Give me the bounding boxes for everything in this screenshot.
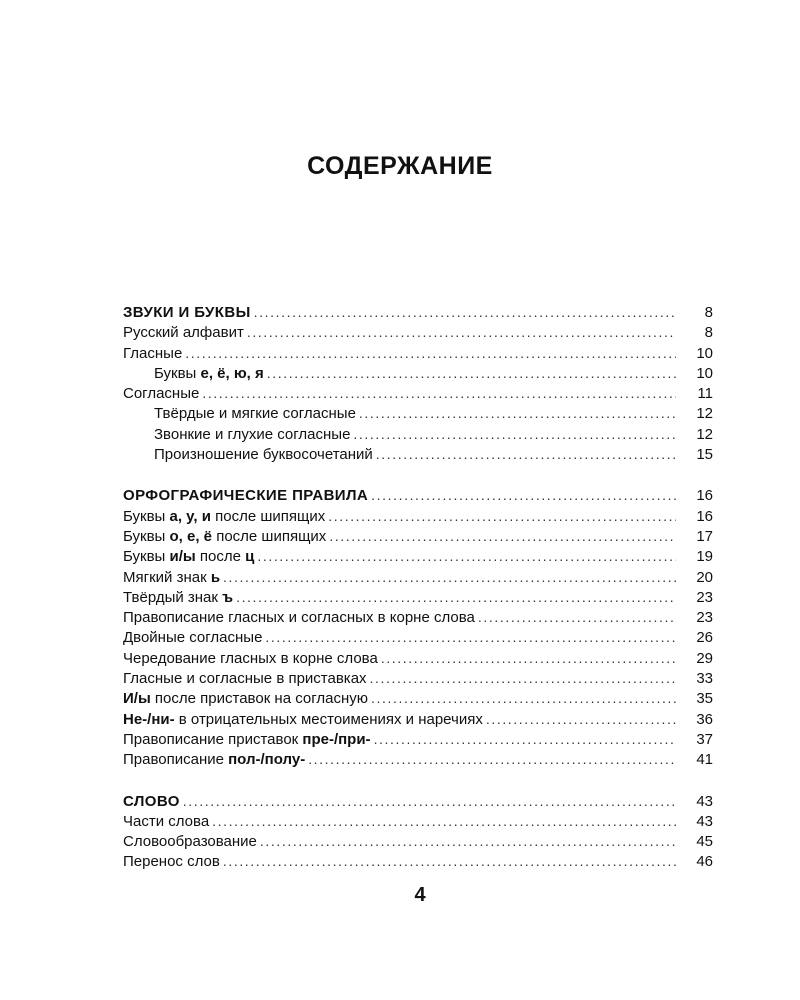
toc-entry-label <box>123 669 367 689</box>
toc-leader-dots <box>254 302 676 322</box>
toc-entry-text: Правописание гласных и согласных в корне слова <box>123 609 475 627</box>
toc-entry-text: Правописание <box>123 751 229 769</box>
toc-entry-label <box>123 323 244 343</box>
toc-entry-text: после шипящих <box>210 507 326 525</box>
toc-entry-emphasis: И/ы <box>123 690 151 708</box>
toc-entry <box>123 424 713 444</box>
toc-page-number: 35 <box>696 690 713 708</box>
toc-entry-label <box>123 628 262 648</box>
toc-leader-dots <box>223 851 676 871</box>
toc-entry <box>123 587 713 607</box>
toc-entry-text: Твёрдый знак <box>123 588 223 606</box>
toc-entry <box>123 627 713 647</box>
toc-page-number: 41 <box>696 751 713 769</box>
toc-entry-label <box>123 527 326 547</box>
toc-page-number: 12 <box>696 425 713 443</box>
toc-page-number: 23 <box>696 588 713 606</box>
toc-entry-text: Русский алфавит <box>123 324 244 342</box>
toc-entry-text: Буквы <box>123 548 170 566</box>
toc-page-number: 8 <box>704 304 713 321</box>
toc-entry <box>123 851 713 871</box>
toc-entry <box>123 688 713 708</box>
toc-page-number: 15 <box>696 446 713 464</box>
toc-section <box>123 485 713 769</box>
toc-leader-dots <box>374 729 676 749</box>
toc-leader-dots <box>308 749 676 769</box>
toc-entry-text: Перенос слов <box>123 853 220 871</box>
toc-entry-text: Согласные <box>123 385 200 403</box>
toc-entry-emphasis: ъ <box>222 588 234 606</box>
toc-entry <box>123 322 713 342</box>
toc-page-number: 20 <box>696 568 713 586</box>
toc-entry-label <box>123 649 378 669</box>
toc-leader-dots <box>212 811 676 831</box>
toc-entry-label <box>123 812 209 832</box>
toc-entry-emphasis: ь <box>210 568 221 586</box>
toc-leader-dots <box>185 343 676 363</box>
toc-entry-label <box>123 750 305 770</box>
toc-leader-dots <box>183 791 676 811</box>
toc-entry-label <box>123 710 483 730</box>
toc-entry-text: Двойные согласные <box>123 629 263 647</box>
toc-entry-label <box>123 425 350 445</box>
toc-entry-emphasis: е, ё, ю, я <box>200 364 264 382</box>
toc-leader-dots <box>371 688 676 708</box>
toc-page-number: 23 <box>696 609 713 627</box>
toc-entry-label <box>123 832 257 852</box>
toc-leader-dots <box>376 444 676 464</box>
toc-entry-emphasis: пре-/при- <box>302 730 371 748</box>
toc-entry-text: Твёрдые и мягкие согласные <box>154 405 356 423</box>
toc-leader-dots <box>486 709 676 729</box>
toc-entry <box>123 709 713 729</box>
toc-entry-label <box>123 689 368 709</box>
toc-page-number: 43 <box>696 792 713 810</box>
toc-page-number: 43 <box>696 812 713 830</box>
toc-section-heading: ЗВУКИ И БУКВЫ <box>123 304 251 321</box>
toc-entry-label <box>123 507 325 527</box>
toc-entry-text: Гласные <box>123 344 183 362</box>
toc-entry-emphasis: а, у, и <box>169 507 211 525</box>
toc-entry-label <box>123 364 264 384</box>
toc-entry-text: Гласные и согласные в приставках <box>123 670 367 688</box>
toc-entry <box>123 546 713 566</box>
toc-entry <box>123 668 713 688</box>
page-title: СОДЕРЖАНИЕ <box>307 152 493 180</box>
toc-entry <box>123 729 713 749</box>
toc-page-number: 19 <box>696 548 713 566</box>
toc-page-number: 11 <box>697 385 713 403</box>
toc-leader-dots <box>260 831 676 851</box>
toc-page-number: 37 <box>696 730 713 748</box>
toc-entry-label <box>123 547 254 567</box>
toc-entry-label <box>123 384 199 404</box>
toc-entry-text: после <box>195 548 246 566</box>
toc-leader-dots <box>247 322 676 342</box>
toc-section <box>123 791 713 872</box>
toc-entry-text: после приставок на согласную <box>150 690 368 708</box>
toc-entry <box>123 526 713 546</box>
toc-entry-text: Буквы <box>123 527 170 545</box>
toc-entry <box>123 506 713 526</box>
toc-section <box>123 302 713 464</box>
toc-leader-dots <box>328 506 676 526</box>
toc-entry-emphasis: ц <box>245 548 255 566</box>
toc-page-number: 46 <box>696 853 713 871</box>
toc-entry-text: Звонкие и глухие согласные <box>154 425 351 443</box>
toc-section-heading-row <box>123 791 713 811</box>
toc-leader-dots <box>359 403 676 423</box>
toc-entry <box>123 648 713 668</box>
toc-entry-text: Правописание приставок <box>123 730 303 748</box>
toc-page-number: 17 <box>696 527 713 545</box>
toc-entry-label <box>123 344 182 364</box>
toc-page-number: 8 <box>704 324 713 342</box>
toc-page-number: 36 <box>696 710 713 728</box>
toc-leader-dots <box>381 648 676 668</box>
toc-leader-dots <box>265 627 676 647</box>
toc-entry-text: после шипящих <box>212 527 327 545</box>
toc-entry <box>123 831 713 851</box>
toc-leader-dots <box>267 363 676 383</box>
toc-entry <box>123 607 713 627</box>
toc-entry-text: Мягкий знак <box>123 568 211 586</box>
toc-page-number: 26 <box>696 629 713 647</box>
toc-entry-label <box>123 608 475 628</box>
toc-leader-dots <box>223 567 676 587</box>
toc-entry <box>123 363 713 383</box>
toc-entry-emphasis: пол-/полу- <box>228 751 306 769</box>
toc-entry-text: в отрицательных местоимениях и наречиях <box>174 710 483 728</box>
toc-entry <box>123 811 713 831</box>
toc-page-number: 12 <box>696 405 713 423</box>
toc-entry-label <box>123 404 356 424</box>
toc-entry-emphasis: о, е, ё <box>169 527 213 545</box>
toc-section-heading-row <box>123 485 713 505</box>
toc-entry-text: Словообразование <box>123 833 257 851</box>
toc-entry-text: Части слова <box>123 812 210 830</box>
toc-page-number: 10 <box>696 364 713 382</box>
toc-page-number: 33 <box>696 670 713 688</box>
toc-entry <box>123 383 713 403</box>
toc-entry-text: Буквы <box>154 364 201 382</box>
toc-entry-text: Произношение буквосочетаний <box>154 446 373 464</box>
toc-entry-label <box>123 568 220 588</box>
toc-leader-dots <box>370 668 676 688</box>
toc-entry <box>123 444 713 464</box>
toc-leader-dots <box>257 546 676 566</box>
page-number: 4 <box>414 884 426 906</box>
toc-page-number: 45 <box>696 833 713 851</box>
toc-entry-label <box>123 730 371 750</box>
toc-entry-emphasis: и/ы <box>169 548 196 566</box>
toc-entry-label <box>123 852 220 872</box>
toc-page-number: 29 <box>696 649 713 667</box>
toc-entry-emphasis: Не-/ни- <box>123 710 175 728</box>
toc-leader-dots <box>478 607 676 627</box>
toc-entry <box>123 343 713 363</box>
toc-leader-dots <box>329 526 676 546</box>
toc-entry <box>123 567 713 587</box>
toc-entry <box>123 403 713 423</box>
toc-leader-dots <box>202 383 676 403</box>
table-of-contents <box>123 302 713 893</box>
toc-page-number: 10 <box>696 344 713 362</box>
toc-entry-text: Буквы <box>123 507 170 525</box>
toc-leader-dots <box>371 485 676 505</box>
toc-section-heading-row <box>123 302 713 322</box>
toc-entry-text: Чередование гласных в корне слова <box>123 649 378 667</box>
toc-entry <box>123 749 713 769</box>
toc-entry-label <box>123 445 373 465</box>
toc-section-heading: ОРФОГРАФИЧЕСКИЕ ПРАВИЛА <box>123 487 369 505</box>
toc-leader-dots <box>353 424 676 444</box>
toc-section-heading: СЛОВО <box>123 792 180 810</box>
toc-page-number: 16 <box>696 487 713 505</box>
toc-page-number: 16 <box>696 507 713 525</box>
toc-leader-dots <box>236 587 676 607</box>
toc-entry-label <box>123 588 233 608</box>
